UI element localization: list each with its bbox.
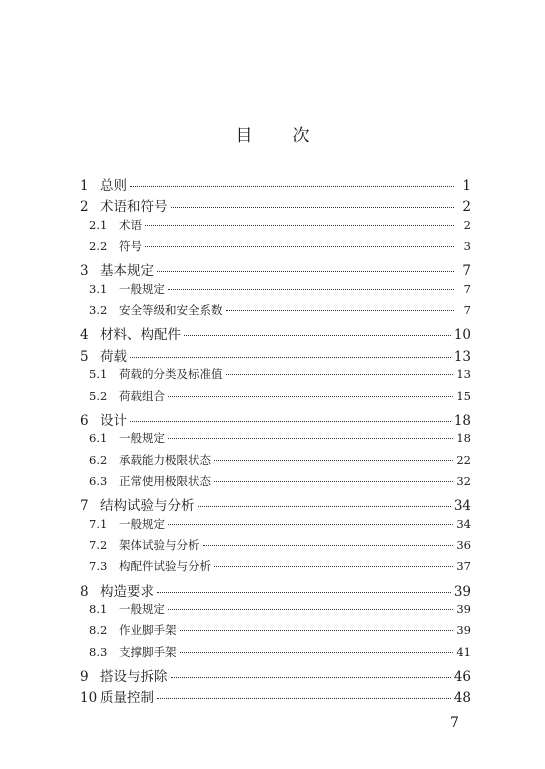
- toc-leader-dots: [180, 630, 454, 631]
- page-number: 7: [450, 715, 459, 731]
- toc-entry-number: 2: [80, 199, 89, 216]
- toc-entry-number: 3.2: [89, 303, 108, 318]
- toc-entry-page: 39: [456, 623, 471, 638]
- toc-entry-title: 构造要求: [100, 583, 154, 600]
- toc-entry-title: 一般规定: [119, 281, 165, 296]
- toc-entry-page: 36: [456, 537, 471, 552]
- toc-leader-dots: [226, 310, 455, 311]
- toc-section-row[interactable]: [89, 558, 471, 578]
- toc-entry-number: 3: [80, 263, 89, 280]
- toc-leader-dots: [145, 246, 454, 247]
- toc-entry-page: 46: [453, 669, 471, 686]
- toc-leader-dots: [130, 421, 451, 422]
- toc-entry-page: 15: [456, 388, 471, 403]
- toc-leader-dots: [157, 592, 451, 593]
- toc-leader-dots: [168, 524, 453, 525]
- toc-entry-number: 7: [80, 498, 89, 515]
- toc-entry-title: 结构试验与分析: [100, 498, 195, 515]
- toc-chapter-row[interactable]: [80, 665, 471, 685]
- toc-chapter-row[interactable]: [80, 259, 471, 279]
- toc-entry-number: 5.2: [89, 388, 108, 403]
- toc-leader-dots: [168, 396, 453, 397]
- toc-chapter-row[interactable]: [80, 174, 471, 194]
- toc-entry-title: 荷载组合: [119, 388, 165, 403]
- toc-entry-title: 材料、构配件: [100, 327, 181, 344]
- toc-entry-title: 作业脚手架: [119, 623, 177, 638]
- toc-entry-title: 基本规定: [100, 263, 154, 280]
- toc-entry-number: 8.1: [89, 602, 108, 616]
- toc-leader-dots: [168, 609, 453, 610]
- toc-entry-title: 术语和符号: [100, 199, 168, 216]
- toc-chapter-row[interactable]: [80, 409, 471, 429]
- toc-section-row[interactable]: [89, 473, 471, 493]
- toc-leader-dots: [203, 545, 454, 546]
- toc-entry-page: 37: [456, 559, 471, 574]
- toc-entry-title: 安全等级和安全系数: [119, 303, 223, 318]
- toc-entry-number: 7.3: [89, 559, 108, 574]
- toc-leader-dots: [130, 186, 454, 187]
- toc-section-row[interactable]: [89, 452, 471, 472]
- toc-chapter-row[interactable]: [80, 345, 471, 365]
- toc-entry-title: 搭设与拆除: [100, 669, 168, 686]
- toc-entry-page: 34: [453, 498, 471, 515]
- toc-entry-number: 6: [80, 412, 89, 429]
- toc-entry-number: 8: [80, 583, 89, 600]
- toc-leader-dots: [145, 225, 454, 226]
- toc-leader-dots: [226, 374, 454, 375]
- toc-entry-page: 39: [453, 583, 471, 600]
- toc-section-row[interactable]: [89, 601, 471, 621]
- toc-section-row[interactable]: [89, 430, 471, 450]
- toc-section-row[interactable]: [89, 537, 471, 557]
- toc-section-row[interactable]: [89, 238, 471, 258]
- toc-entry-number: 5: [80, 348, 89, 365]
- toc-entry-title: 荷载的分类及标准值: [119, 367, 223, 382]
- toc-entry-page: 22: [456, 452, 471, 467]
- toc-leader-dots: [130, 357, 451, 358]
- toc-entry-number: 5.1: [89, 367, 108, 382]
- toc-entry-number: 4: [80, 327, 89, 344]
- toc-section-row[interactable]: [89, 217, 471, 237]
- toc-entry-number: 2.2: [89, 239, 108, 254]
- toc-entry-page: 34: [456, 516, 471, 531]
- toc-entry-page: 2: [462, 199, 471, 216]
- toc-entry-page: 18: [456, 431, 471, 446]
- toc-entry-title: 架体试验与分析: [119, 537, 200, 552]
- toc-section-row[interactable]: [89, 644, 471, 664]
- toc-leader-dots: [171, 677, 451, 678]
- toc-chapter-row[interactable]: [80, 195, 471, 215]
- toc-entry-number: 10: [80, 690, 98, 707]
- toc-leader-dots: [184, 335, 451, 336]
- toc-entry-title: 设计: [100, 412, 127, 429]
- toc-section-row[interactable]: [89, 366, 471, 386]
- toc-section-row[interactable]: [89, 388, 471, 408]
- toc-entry-page: 7: [462, 263, 471, 280]
- toc-entry-page: 7: [463, 281, 471, 296]
- toc-entry-number: 9: [80, 669, 89, 686]
- toc-chapter-row[interactable]: [80, 686, 471, 706]
- toc-entry-title: 一般规定: [119, 516, 165, 531]
- toc-entry-page: 48: [453, 690, 471, 707]
- toc-entry-number: 7.2: [89, 537, 108, 552]
- toc-entry-page: 41: [456, 644, 471, 659]
- page-title: [0, 121, 545, 146]
- toc-entry-title: 质量控制: [100, 690, 154, 707]
- toc-section-row[interactable]: [89, 302, 471, 322]
- toc-entry-page: 13: [456, 367, 471, 382]
- toc-entry-page: 18: [453, 412, 471, 429]
- toc-leader-dots: [157, 698, 451, 699]
- toc-section-row[interactable]: [89, 622, 471, 642]
- toc-entry-number: 8.2: [89, 623, 108, 638]
- toc-entry-page: 10: [453, 327, 471, 344]
- toc-leader-dots: [168, 438, 453, 439]
- toc-entry-title: 支撑脚手架: [119, 644, 177, 659]
- toc-leader-dots: [180, 652, 454, 653]
- toc-entry-title: 一般规定: [119, 431, 165, 446]
- toc-entry-number: 3.1: [89, 281, 108, 296]
- toc-entry-number: 6.1: [89, 431, 108, 446]
- toc-entry-page: 39: [456, 602, 471, 616]
- toc-entry-page: 7: [463, 303, 471, 318]
- toc-leader-dots: [168, 289, 454, 290]
- toc-entry-title: 符号: [119, 239, 142, 254]
- toc-entry-title: 承载能力极限状态: [119, 452, 211, 467]
- toc-entry-title: 构配件试验与分析: [119, 559, 211, 574]
- page-title-left: 目: [235, 126, 253, 146]
- toc-entry-number: 7.1: [89, 516, 108, 531]
- toc-section-row[interactable]: [89, 281, 471, 301]
- toc-entry-page: 2: [463, 217, 471, 232]
- toc-section-row[interactable]: [89, 516, 471, 536]
- toc-entry-page: 3: [463, 239, 471, 254]
- toc-entry-page: 13: [453, 348, 471, 365]
- toc-entry-title: 一般规定: [119, 602, 165, 616]
- toc-entry-number: 2.1: [89, 217, 108, 232]
- toc-leader-dots: [198, 506, 451, 507]
- toc-entry-title: 总则: [100, 178, 127, 194]
- toc-entry-page: 1: [462, 178, 471, 194]
- toc-chapter-row[interactable]: [80, 494, 471, 514]
- toc-chapter-row[interactable]: [80, 323, 471, 343]
- page-title-right: 次: [292, 126, 310, 146]
- toc-entry-title: 术语: [119, 217, 142, 232]
- toc-entry-number: 6.2: [89, 452, 108, 467]
- toc-chapter-row[interactable]: [80, 580, 471, 600]
- toc-entry-number: 6.3: [89, 473, 108, 488]
- toc-entry-title: 荷载: [100, 348, 127, 365]
- toc-leader-dots: [171, 207, 455, 208]
- toc-leader-dots: [214, 566, 453, 567]
- toc-leader-dots: [157, 271, 454, 272]
- toc-entry-number: 1: [80, 178, 89, 194]
- toc-entry-page: 32: [456, 473, 471, 488]
- toc-leader-dots: [214, 460, 453, 461]
- toc-entry-title: 正常使用极限状态: [119, 473, 211, 488]
- toc-leader-dots: [214, 481, 453, 482]
- toc-entry-number: 8.3: [89, 644, 108, 659]
